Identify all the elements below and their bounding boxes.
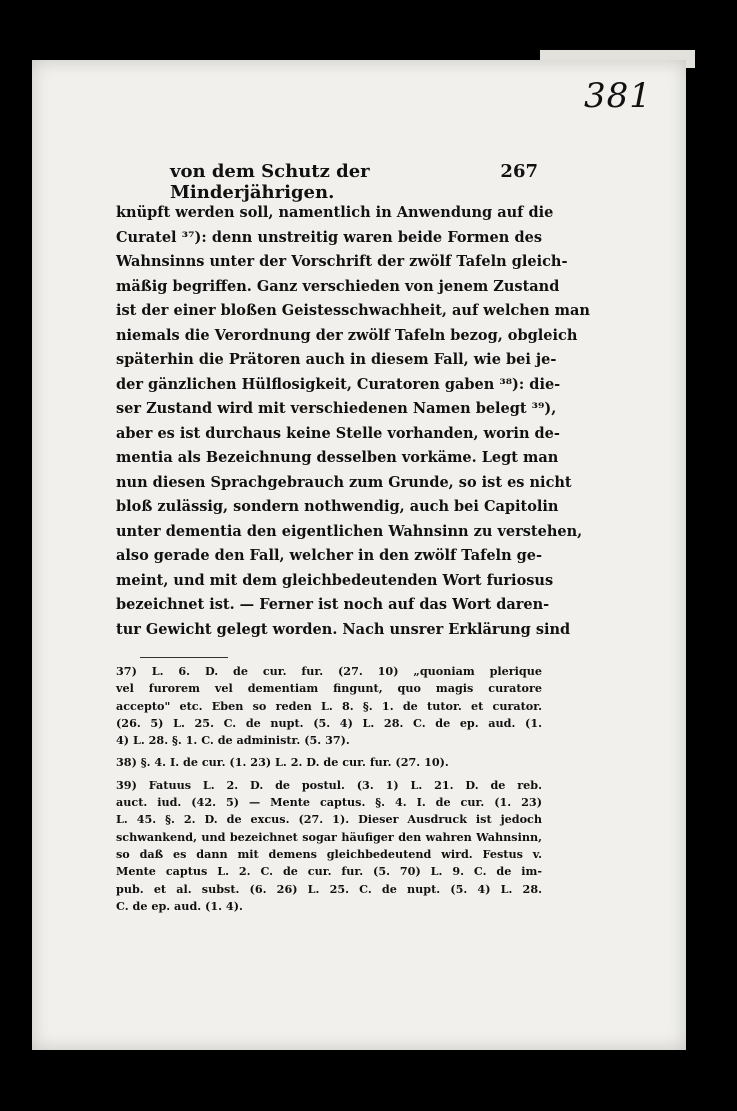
body-line: tur Gewicht gelegt worden. Nach unsrer Erklärung sind <box>116 620 571 638</box>
footnote-line: so daß es dann mit demens gleichbedeutend wird. Festus v. <box>116 846 542 861</box>
body-line: nun diesen Sprachgebrauch zum Grunde, so ist es nicht <box>116 473 572 491</box>
page-number: 267 <box>500 161 538 182</box>
footnote-line: accepto" etc. Eben so reden L. 8. §. 1. de tutor. et curator. <box>116 698 542 713</box>
body-line: bezeichnet ist. — Ferner ist noch auf das Wort daren- <box>116 596 550 613</box>
footnote-line: Mente captus L. 2. C. de cur. fur. (5. 70) L. 9. C. de im- <box>116 864 542 879</box>
footnote-line: 4) L. 28. §. 1. C. de administr. (5. 37). <box>116 733 350 748</box>
footnote-rule <box>140 657 228 658</box>
body-line: unter dementia den eigentlichen Wahnsinn zu verstehen, <box>116 522 583 540</box>
footnote-line: vel furorem vel dementiam fingunt, quo magis curatore <box>116 681 542 696</box>
library-marker: 381 <box>584 76 652 116</box>
body-line: Curatel ³⁷): denn unstreitig waren beide Formen des <box>116 228 542 246</box>
footnote-line: C. de ep. aud. (1. 4). <box>116 898 243 913</box>
body-text <box>116 204 590 645</box>
body-line: knüpft werden soll, namentlich in Anwendung auf die <box>116 204 554 221</box>
body-line: der gänzlichen Hülflosigkeit, Curatoren gaben ³⁸): die- <box>116 375 561 393</box>
footnote-line: (26. 5) L. 25. C. de nupt. (5. 4) L. 28. C. de ep. aud. (1. <box>116 715 542 730</box>
body-line: aber es ist durchaus keine Stelle vorhanden, worin de- <box>116 424 560 442</box>
body-line: mäßig begriffen. Ganz verschieden von jenem Zustand <box>116 277 560 295</box>
footnote-line: 38) §. 4. I. de cur. (1. 23) L. 2. D. de cur. fur. (27. 10). <box>116 755 449 770</box>
body-line: niemals die Verordnung der zwölf Tafeln bezog, obgleich <box>116 326 578 344</box>
footnote-line: L. 45. §. 2. D. de excus. (27. 1). Dieser Ausdruck ist jedoch <box>116 812 542 827</box>
footnotes <box>116 664 542 916</box>
footnote-line: auct. iud. (42. 5) — Mente captus. §. 4. I. de cur. (1. 23) <box>116 795 542 810</box>
footnote-line: schwankend, und bezeichnet sogar häufiger den wahren Wahnsinn, <box>116 829 542 844</box>
footnote-line: 37) L. 6. D. de cur. fur. (27. 10) „quoniam plerique <box>116 664 542 678</box>
footnote-39 <box>116 778 542 916</box>
header-title: von dem Schutz der Minderjährigen. <box>170 161 370 203</box>
body-line: bloß zulässig, sondern nothwendig, auch bei Capitolin <box>116 498 559 515</box>
body-line: also gerade den Fall, welcher in den zwölf Tafeln ge- <box>116 547 543 564</box>
body-line: späterhin die Prätoren auch in diesem Fall, wie bei je- <box>116 351 557 368</box>
running-header <box>170 161 538 203</box>
footnote-37 <box>116 664 542 750</box>
body-line: mentia als Bezeichnung desselben vorkäme. Legt man <box>116 449 559 466</box>
body-line: ist der einer bloßen Geistesschwachheit, auf welchen man <box>116 302 590 319</box>
footnote-line: 39) Fatuus L. 2. D. de postul. (3. 1) L. 21. D. de reb. <box>116 777 542 792</box>
body-line: meint, und mit dem gleichbedeutenden Wort furiosus <box>116 571 554 589</box>
footnote-line: pub. et al. subst. (6. 26) L. 25. C. de nupt. (5. 4) L. 28. <box>116 881 542 896</box>
footnote-38 <box>116 755 542 772</box>
body-line: ser Zustand wird mit verschiedenen Namen belegt ³⁹), <box>116 400 557 417</box>
body-line: Wahnsinns unter der Vorschrift der zwölf Tafeln gleich- <box>116 253 568 270</box>
